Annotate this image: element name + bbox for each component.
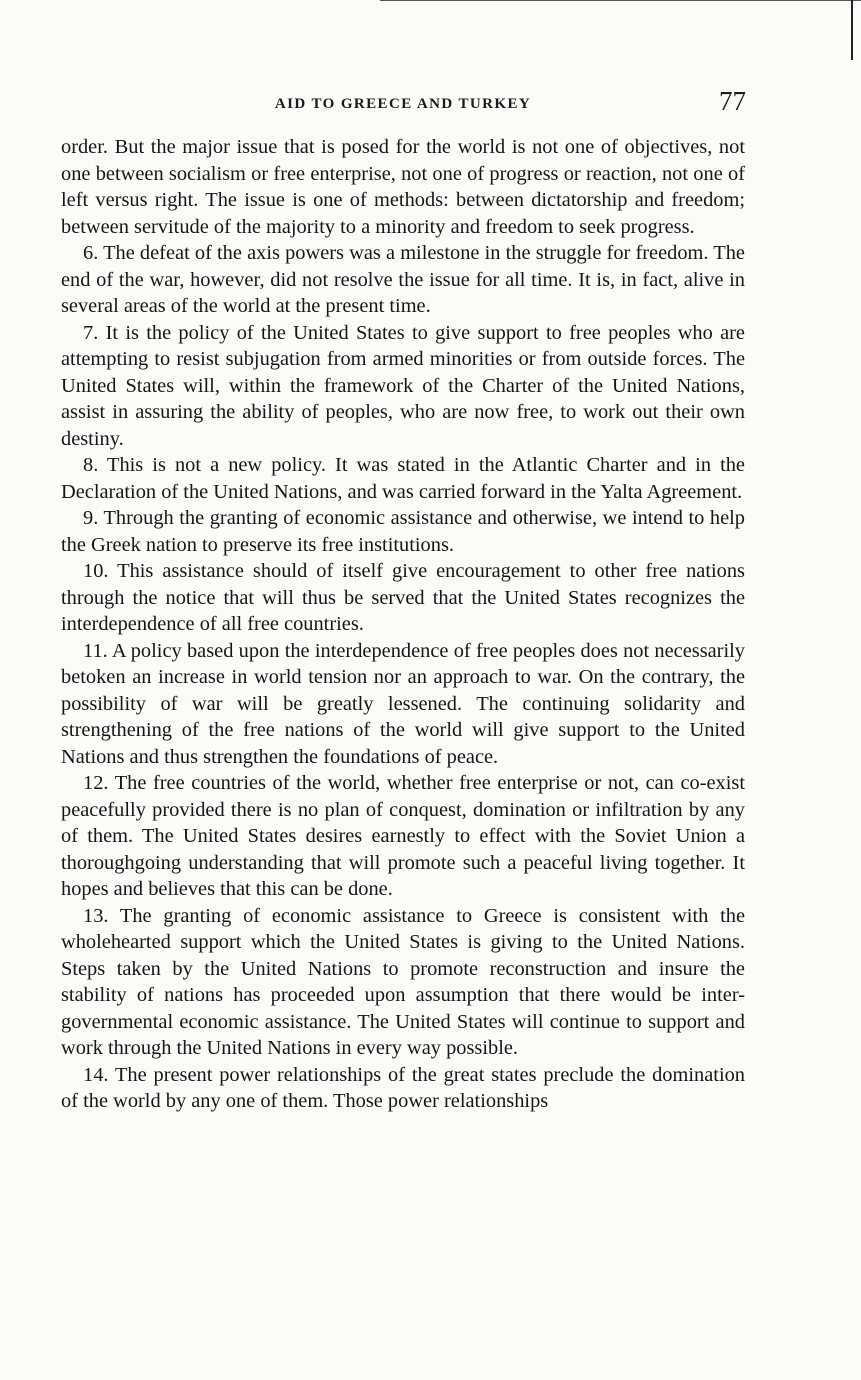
running-header-title: AID TO GREECE AND TURKEY bbox=[274, 96, 532, 112]
page-right-edge bbox=[851, 0, 853, 60]
paragraph-continuation: order. But the major issue that is posed for the world is not one of objectives, not one between socialism or free enterprise, not one of progress or reaction, not one of left versus right. The issue is one of methods: between dictatorship and freedom; between servitude of the majority to a minority and freedom to seek progress. bbox=[61, 136, 745, 238]
paragraph-11: 11. A policy based upon the interdependence of free peoples does not necessarily betoken an increase in world tension nor an approach to war. On the contrary, the possibility of war will be greatly lessened. The continuing solidarity and strengthening of the free nations of the world will give support to the United Nations and thus strengthen the foundations of peace. bbox=[61, 639, 745, 768]
body-text bbox=[61, 134, 745, 1115]
paragraph-6: 6. The defeat of the axis powers was a milestone in the struggle for freedom. The end of the war, however, did not resolve the issue for all time. It is, in fact, alive in several areas of the world at the present time. bbox=[61, 242, 745, 317]
running-header bbox=[60, 86, 746, 122]
page-number: 77 bbox=[719, 86, 746, 116]
paragraph-10: 10. This assistance should of itself give encouragement to other free nations through the notice that will thus be served that the United States recognizes the interdependence of all free countries. bbox=[61, 560, 745, 635]
paragraph-9: 9. Through the granting of economic assistance and otherwise, we intend to help the Greek nation to preserve its free institutions. bbox=[61, 507, 745, 556]
paragraph-13: 13. The granting of economic assistance to Greece is consistent with the wholehearted support which the United States is giving to the United Nations. Steps taken by the United Nations to promote reconstruction and insure the stability of nations has proceeded upon assumption that there would be inter-governmental economic assistance. The United States will continue to support and work through the United Nations in every way possible. bbox=[61, 904, 745, 1059]
paragraph-7: 7. It is the policy of the United States to give support to free peoples who are attempting to resist subjugation from armed minorities or from outside forces. The United States will, within the framework of the Charter of the United Nations, assist in assuring the ability of peoples, who are now free, to work out their own destiny. bbox=[61, 321, 745, 450]
paragraph-8: 8. This is not a new policy. It was stated in the Atlantic Charter and in the Declaration of the United Nations, and was carried forward in the Yalta Agreement. bbox=[61, 454, 745, 503]
paragraph-12: 12. The free countries of the world, whether free enterprise or not, can co-exist peacefully provided there is no plan of conquest, domination or infiltration by any of them. The United States desires earnestly to effect with the Soviet Union a thoroughgoing understanding that will promote such a peaceful living together. It hopes and believes that this can be done. bbox=[61, 772, 745, 900]
paragraph-14: 14. The present power relationships of the great states preclude the domination of the world by any one of them. Those power relationships bbox=[61, 1063, 745, 1112]
page-top-edge bbox=[380, 0, 861, 1]
